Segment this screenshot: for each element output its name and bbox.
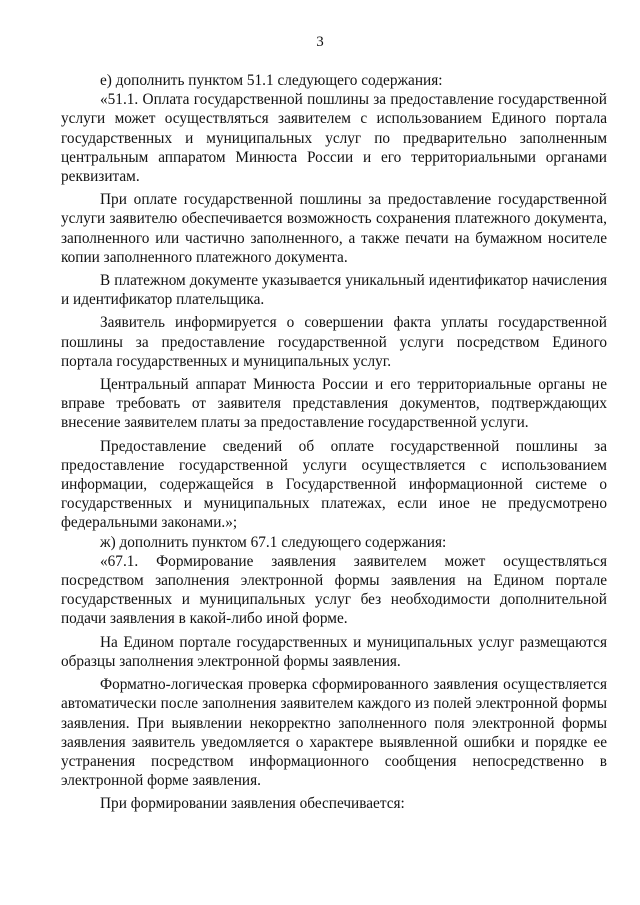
paragraph-payment-identifier: В платежном документе указывается уникальный идентификатор начисления и идентификатор плательщика.	[61, 272, 607, 309]
paragraph-format-check: Форматно-логическая проверка сформированного заявления осуществляется автоматически после заполнения заявителем каждого из полей электронной формы заявления. При выявлении некорректно заполненного поля электронной формы заявления заявитель уведомляется о характере выявленной ошибки и порядке ее устранения посредством информационного сообщения непосредственно в электронной форме заявления.	[61, 676, 607, 790]
paragraph-gis-gmp: Предоставление сведений об оплате государственной пошлины за предоставление государственной услуги осуществляется с использованием информации, содержащейся в Государственной информационной системе о государственных и муниципальных платежах, если иное не предусмотрено федеральными законами.»;	[61, 437, 607, 532]
page-number: 3	[316, 34, 324, 50]
paragraph-payment-saving: При оплате государственной пошлины за предоставление государственной услуги заявителю обеспечивается возможность сохранения платежного документа, заполненного или частично заполненного, а также печати на бумажном носителе копии заполненного платежного документа.	[61, 191, 607, 266]
paragraph-form-samples: На Едином портале государственных и муниципальных услуг размещаются образцы заполнения электронной формы заявления.	[61, 633, 607, 670]
document-body	[61, 71, 607, 814]
paragraph-no-documents-required: Центральный аппарат Минюста России и его территориальные органы не вправе требовать от заявителя представления документов, подтверждающих внесение заявителем платы за предоставление государственной услуги.	[61, 376, 607, 432]
paragraph-item-zh: ж) дополнить пунктом 67.1 следующего содержания:	[100, 533, 447, 551]
paragraph-form-provides: При формировании заявления обеспечивается:	[100, 795, 405, 813]
paragraph-51-1: «51.1. Оплата государственной пошлины за предоставление государственной услуги может осуществляться заявителем с использованием Единого портала государственных и муниципальных услуг по предварительно заполненным центральным аппаратом Минюста России и его территориальными органами реквизитам.	[61, 91, 607, 186]
paragraph-item-e: е) дополнить пунктом 51.1 следующего содержания:	[100, 72, 443, 89]
paragraph-67-1: «67.1. Формирование заявления заявителем может осуществляться посредством заполнения электронной формы заявления на Едином портале государственных и муниципальных услуг без необходимости дополнительной подачи заявления в какой-либо иной форме.	[61, 552, 607, 628]
paragraph-applicant-informed: Заявитель информируется о совершении факта уплаты государственной пошлины за предоставление государственной услуги посредством Единого портала государственных и муниципальных услуг.	[61, 314, 607, 370]
